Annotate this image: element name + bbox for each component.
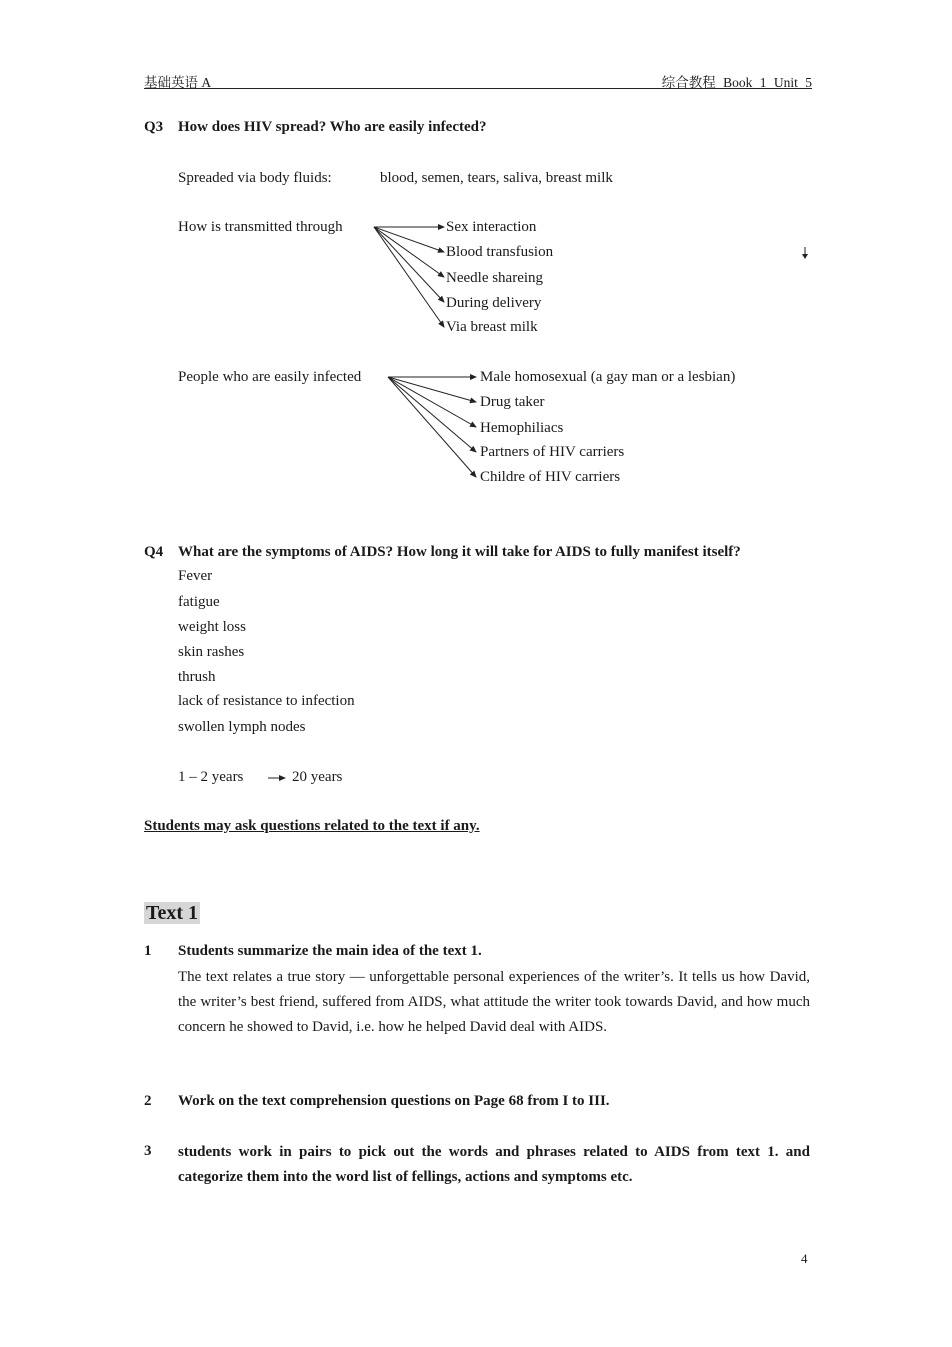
q3-title: How does HIV spread? Who are easily infected? — [178, 119, 487, 135]
page-number: 4 — [801, 1251, 808, 1266]
item-number: 1 — [144, 943, 152, 959]
transmit-label: How is transmitted through — [178, 219, 343, 235]
item-body: The text relates a true story — unforgettable personal experiences of the writer’s. It tells us how David, the writer’s best friend, suffered from AIDS, what attitude the writer took towards David, and how much concern he showed to David, i.e. how he helped David deal with AIDS. — [178, 969, 810, 1035]
header-left: 基础英语 A — [144, 75, 212, 90]
symptom-item: skin rashes — [178, 644, 245, 660]
people-arrow — [388, 377, 476, 402]
transmit-item: During delivery — [446, 295, 542, 311]
item-title: students work in pairs to pick out the words and phrases related to AIDS from text 1. and categorize them into the word list of fellings, actions and symptoms etc. — [178, 1144, 810, 1185]
students-note: Students may ask questions related to the text if any. — [144, 818, 480, 834]
timeline-to: 20 years — [292, 769, 343, 785]
header-right: 综合教程 Book 1 Unit 5 — [661, 75, 812, 90]
symptom-item: lack of resistance to infection — [178, 693, 355, 709]
spread-items: blood, semen, tears, saliva, breast milk — [380, 170, 613, 186]
transmit-item: Via breast milk — [446, 319, 538, 335]
people-item: Drug taker — [480, 394, 545, 410]
people-label: People who are easily infected — [178, 369, 362, 385]
transmit-item: Needle shareing — [446, 270, 544, 286]
q3-number: Q3 — [144, 119, 164, 135]
transmit-arrow — [374, 227, 444, 277]
people-arrow — [388, 377, 476, 452]
symptom-item: fatigue — [178, 594, 220, 610]
people-arrow — [388, 377, 476, 427]
down-arrow-icon — [802, 247, 808, 259]
transmit-arrow — [374, 227, 444, 302]
transmit-arrow — [374, 227, 444, 252]
text1-heading: Text 1 — [146, 902, 199, 924]
spread-label: Spreaded via body fluids: — [178, 170, 332, 186]
timeline-from: 1 – 2 years — [178, 769, 244, 785]
people-item: Male homosexual (a gay man or a lesbian) — [480, 369, 736, 385]
text1-heading-wrap — [144, 902, 200, 925]
symptom-item: thrush — [178, 669, 216, 685]
q4-title: What are the symptoms of AIDS? How long it will take for AIDS to fully manifest itself? — [178, 544, 741, 560]
item-number: 3 — [144, 1143, 152, 1159]
symptom-item: swollen lymph nodes — [178, 719, 306, 735]
transmit-arrow — [374, 227, 444, 327]
item-title: Work on the text comprehension questions on Page 68 from I to III. — [178, 1093, 610, 1109]
people-item: Partners of HIV carriers — [480, 444, 625, 460]
item-number: 2 — [144, 1093, 152, 1109]
symptom-item: weight loss — [178, 619, 246, 635]
q4-number: Q4 — [144, 544, 164, 560]
transmit-item: Blood transfusion — [446, 244, 554, 260]
people-arrow — [388, 377, 476, 477]
symptom-item: Fever — [178, 568, 213, 584]
people-item: Hemophiliacs — [480, 420, 564, 436]
item-title: Students summarize the main idea of the text 1. — [178, 943, 482, 959]
people-item: Childre of HIV carriers — [480, 469, 621, 485]
transmit-item: Sex interaction — [446, 219, 537, 235]
